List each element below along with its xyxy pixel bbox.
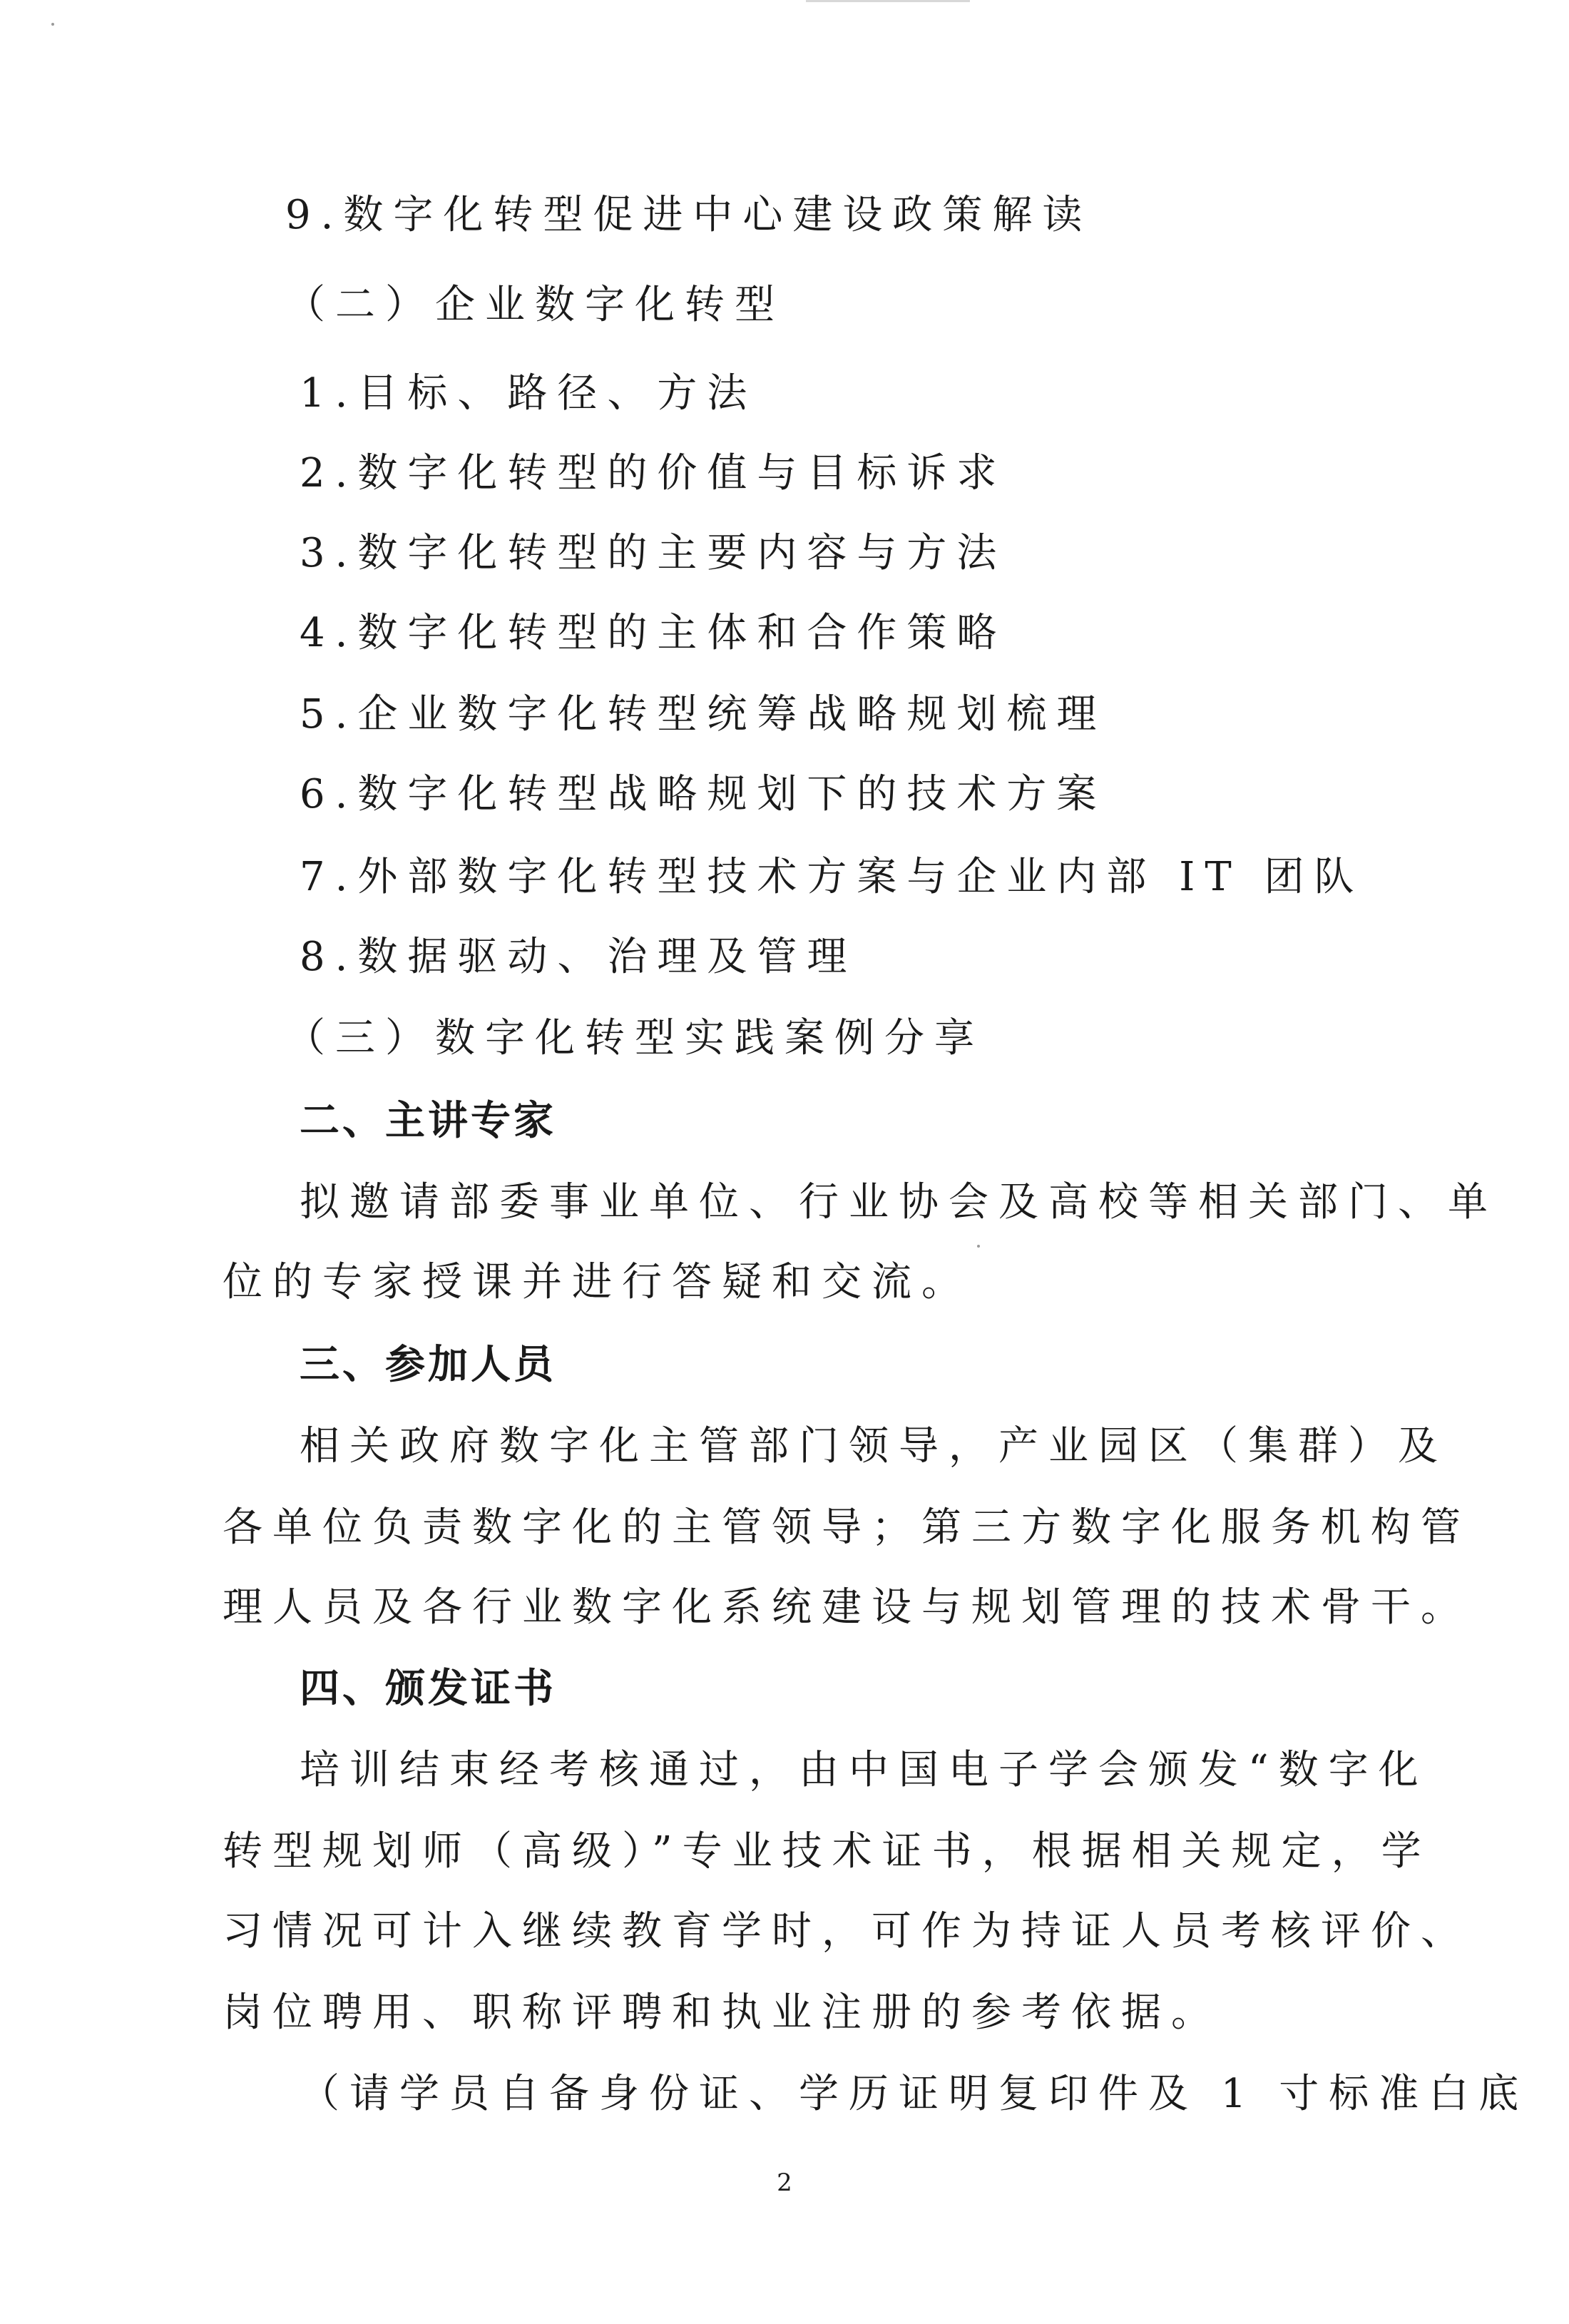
outline-part-2-item-5: 5.企业数字化转型统筹战略规划梳理 (300, 691, 1107, 738)
outline-part-2-item-8: 8.数据驱动、治理及管理 (300, 934, 857, 980)
section-heading-participants: 三、参加人员 (300, 1342, 556, 1388)
outline-part-2-item-3: 3.数字化转型的主要内容与方法 (300, 530, 1007, 576)
scan-speck (51, 23, 54, 26)
outline-part-2-item-6: 6.数字化转型战略规划下的技术方案 (300, 771, 1107, 817)
page-number: 2 (777, 2168, 792, 2197)
outline-part-2-item-4: 4.数字化转型的主体和合作策略 (300, 610, 1007, 656)
outline-part-3-title: （三）数字化转型实践案例分享 (285, 1015, 984, 1061)
outline-item-9: 9.数字化转型促进中心建设政策解读 (285, 192, 1093, 238)
participants-text-line-2: 各单位负责数字化的主管领导；第三方数字化服务机构管 (223, 1504, 1471, 1551)
section-heading-certificate: 四、颁发证书 (300, 1666, 556, 1712)
outline-part-2-item-1: 1.目标、路径、方法 (300, 370, 757, 417)
section-heading-experts: 二、主讲专家 (300, 1098, 556, 1144)
certificate-text-line-2: 转型规划师（高级）”专业技术证书，根据相关规定，学 (223, 1828, 1431, 1875)
participants-text-line-3: 理人员及各行业数字化系统建设与规划管理的技术骨干。 (223, 1584, 1471, 1631)
outline-part-2-item-7: 7.外部数字化转型技术方案与企业内部 IT 团队 (300, 854, 1364, 900)
scan-speck (977, 1245, 980, 1248)
certificate-note: （请学员自备身份证、学历证明复印件及 1 寸标准白底 (300, 2071, 1529, 2117)
certificate-text-line-3: 习情况可计入继续教育学时，可作为持证人员考核评价、 (223, 1908, 1471, 1954)
outline-part-2-title: （二）企业数字化转型 (285, 282, 784, 328)
certificate-text-line-4: 岗位聘用、职称评聘和执业注册的参考依据。 (223, 1989, 1221, 2036)
certificate-text-line-1: 培训结束经考核通过，由中国电子学会颁发“数字化 (300, 1747, 1429, 1793)
scan-edge-mark (806, 0, 970, 2)
outline-part-2-item-2: 2.数字化转型的价值与目标诉求 (300, 450, 1007, 496)
experts-text-line-1: 拟邀请部委事业单位、行业协会及高校等相关部门、单 (300, 1179, 1498, 1225)
participants-text-line-1: 相关政府数字化主管部门领导，产业园区（集群）及 (300, 1423, 1448, 1469)
experts-text-line-2: 位的专家授课并进行答疑和交流。 (223, 1259, 971, 1305)
